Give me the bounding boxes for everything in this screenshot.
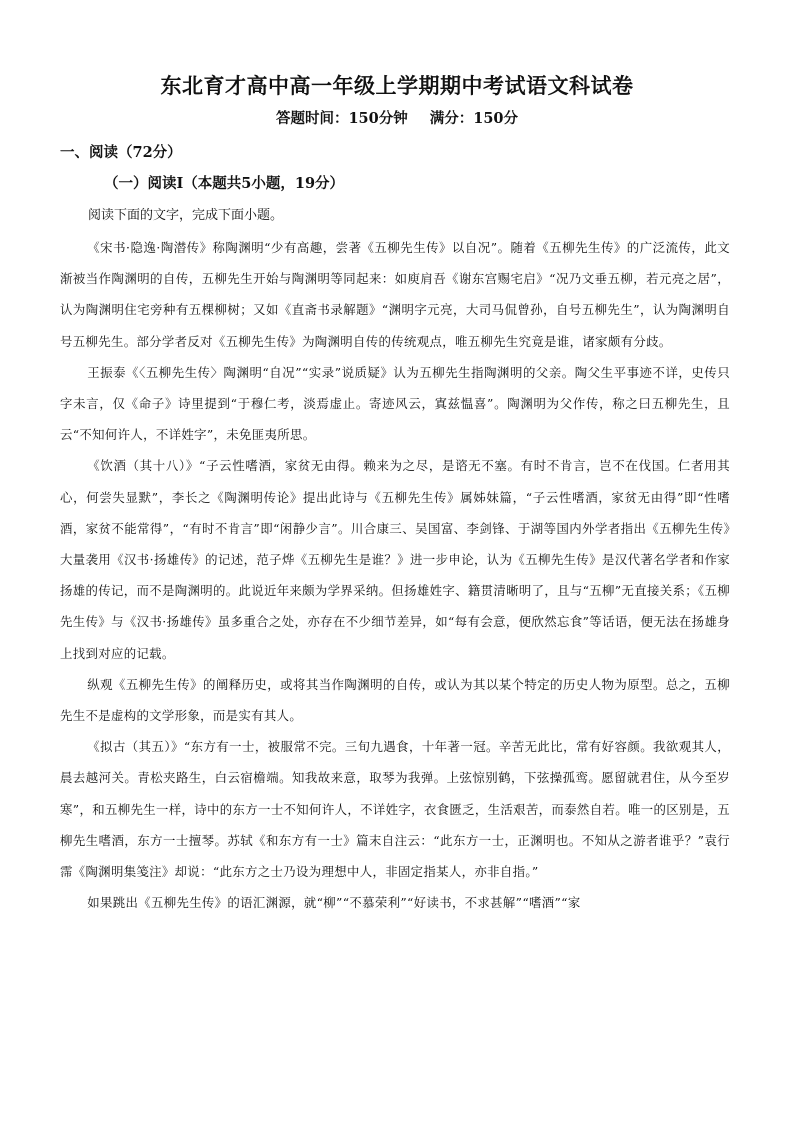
passage-paragraph: 《饮酒（其十八）》“子云性嗜酒，家贫无由得。赖来为之尽，是谘无不塞。有时不肯言，岂不在伐国。仁者用其心，何尝失显默”，李长之《陶渊明传论》提出此诗与《五柳先生传》属姊妹篇，“子云性嗜酒，家贫无由得”即“性嗜酒，家贫不能常得”，“有时不肯言”即“闲静少言”。川合康三、吴国富、李剑锋、于湖等国内外学者指出《五柳先生传》大量袭用《汉书·扬雄传》的记述，范子烨《五柳先生是谁？》进一步申论，认为《五柳先生传》是汉代著名学者和作家扬雄的传记，而不是陶渊明的。此说近年来颇为学界采纳。但扬雄姓字、籍贯清晰明了，且与“五柳”无直接关系；《五柳先生传》与《汉书·扬雄传》虽多重合之处，亦存在不少细节差异，如“每有会意，便欣然忘食”等话语，便无法在扬雄身上找到对应的记载。: [60, 458, 730, 661]
subsection-heading: （一）阅读Ⅰ（本题共5小题，19分）: [104, 175, 345, 192]
reading-instruction: 阅读下面的文字，完成下面小题。: [88, 208, 284, 223]
time-info: 答题时间：150分钟: [275, 110, 408, 127]
passage-paragraph: 王振泰《〈五柳先生传〉陶渊明“自况”“实录”说质疑》认为五柳先生指陶渊明的父亲。陶父生平事迹不详，史传只字未言，仅《命子》诗里提到“于穆仁考，淡焉虚止。寄迹风云，寘兹愠喜”。陶渊明为父作传，称之曰五柳先生，且云“不知何许人，不详姓字”，未免匪夷所思。: [60, 364, 730, 443]
score-info: 满分：150分: [429, 110, 519, 127]
exam-title: 东北育才高中高一年级上学期期中考试语文科试卷: [160, 74, 634, 98]
section-heading: 一、阅读（72分）: [60, 144, 182, 161]
passage-body: [60, 232, 730, 918]
exam-meta: [0, 107, 794, 128]
passage-paragraph: 如果跳出《五柳先生传》的语汇渊源，就“柳”“不慕荣利”“好读书，不求甚解”“嗜酒”“家: [87, 895, 581, 911]
passage-paragraph: 《宋书·隐逸·陶潜传》称陶渊明“少有高趣，尝著《五柳先生传》以自况”。随着《五柳先生传》的广泛流传，此文渐被当作陶渊明的自传，五柳先生开始与陶渊明等同起来：如庾肩吾《谢东宫赐宅启》“况乃文垂五柳，若元亮之居”，认为陶渊明住宅旁种有五棵柳树；又如《直斋书录解题》“渊明字元亮，大司马侃曾孙，自号五柳先生”，认为陶渊明自号五柳先生。部分学者反对《五柳先生传》为陶渊明自传的传统观点，唯五柳先生究竟是谁，诸家颇有分歧。: [60, 240, 730, 349]
passage-paragraph: 纵观《五柳先生传》的阐释历史，或将其当作陶渊明的自传，或认为其以某个特定的历史人物为原型。总之，五柳先生不是虚构的文学形象，而是实有其人。: [60, 676, 730, 724]
passage-paragraph: 《拟古（其五）》“东方有一士，被服常不完。三旬九遇食，十年著一冠。辛苦无此比，常有好容颜。我欲观其人，晨去越河关。青松夹路生，白云宿檐端。知我故来意，取琴为我弹。上弦惊别鹤，下弦操孤鸾。愿留就君住，从今至岁寒”，和五柳先生一样，诗中的东方一士不知何许人，不详姓字，衣食匮乏，生活艰苦，而泰然自若。唯一的区别是，五柳先生嗜酒，东方一士擅琴。苏轼《和东方有一士》篇末自注云：“此东方一士，正渊明也。不知从之游者谁乎？”袁行霈《陶渊明集笺注》却说：“此东方之士乃设为理想中人，非固定指某人，亦非自指。”: [60, 739, 730, 880]
